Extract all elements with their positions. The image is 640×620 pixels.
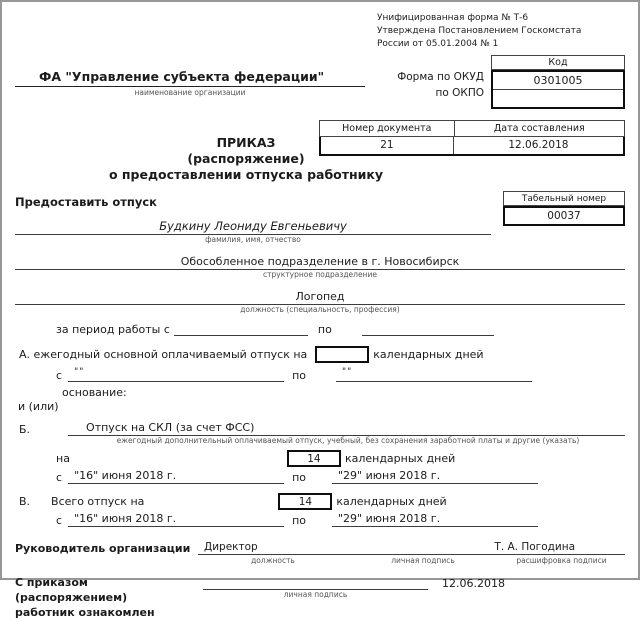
employee-name-caption: фамилия, имя, отчество <box>205 235 301 244</box>
form-note-line2: Утверждена Постановлением Госкомстата <box>377 26 582 36</box>
department-caption: структурное подразделение <box>263 270 377 279</box>
work-period-from-blank <box>174 322 308 336</box>
section-a-to-quote: "" <box>341 367 353 377</box>
okud-value: 0301005 <box>493 72 623 90</box>
okud-label: Форма по ОКУД <box>397 71 484 83</box>
section-v-dates-row <box>15 512 625 527</box>
section-b-days-box: 14 <box>287 450 341 467</box>
section-v-po-label: по <box>292 514 306 527</box>
section-a-basis-row <box>15 386 625 399</box>
doc-number-header: Номер документа <box>319 120 454 137</box>
section-a-po-label: по <box>292 369 306 382</box>
department-field <box>15 255 625 279</box>
department-value: Обособленное подразделение в г. Новосибирск <box>15 255 625 270</box>
section-a-basis-label: основание: <box>62 386 127 399</box>
code-labels <box>379 55 491 109</box>
section-v-to-value: "29" июня 2018 г. <box>332 512 538 527</box>
section-b-to-value: "29" июня 2018 г. <box>332 469 538 484</box>
section-a-from-quote: "" <box>74 367 85 377</box>
section-a-andor-label: и (или) <box>18 400 59 413</box>
section-b-letter: Б. <box>19 423 31 436</box>
code-box <box>491 70 625 109</box>
form-note-line1: Унифицированная форма № Т-6 <box>377 13 529 23</box>
ack-signature-block <box>203 575 428 620</box>
head-position-value: Директор <box>204 541 258 553</box>
grant-row <box>15 191 625 244</box>
title-line2: (распоряжение) <box>187 151 305 166</box>
organization-block <box>15 69 365 109</box>
position-value: Логопед <box>15 290 625 305</box>
section-b-leave-type: Отпуск на СКЛ (за счет ФСС) <box>68 421 625 436</box>
section-v-from-label: с <box>56 514 63 527</box>
ack-labels <box>15 575 203 620</box>
employee-name-field: Будкину Леониду Евгеньевичу <box>15 219 491 235</box>
document-table-header <box>319 120 625 137</box>
section-a-dates-row <box>15 367 625 382</box>
section-b-dates-row <box>15 469 625 484</box>
section-a-to-blank <box>336 367 532 382</box>
section-v-row1 <box>15 493 625 510</box>
ack-date-value: 12.06.2018 <box>442 577 505 590</box>
work-period-to-blank <box>362 322 494 336</box>
section-v-from-value: "16" июня 2018 г. <box>68 512 284 527</box>
okpo-value <box>493 90 623 107</box>
organization-caption: наименование организации <box>134 88 246 97</box>
doc-date-header: Дата составления <box>454 120 625 137</box>
section-a-from-label: с <box>56 369 63 382</box>
form-content <box>2 2 638 620</box>
doc-date-value: 12.06.2018 <box>508 139 569 151</box>
acknowledgement-row <box>15 575 625 620</box>
title-line3: о предоставлении отпуска работнику <box>108 167 384 182</box>
section-a-row1 <box>15 346 625 363</box>
doc-number-value: 21 <box>321 137 454 154</box>
title-line1: ПРИКАЗ <box>216 135 276 150</box>
okpo-label: по ОКПО <box>435 87 484 99</box>
position-caption: должность (специальность, профессия) <box>240 305 400 314</box>
document-table <box>319 120 625 156</box>
section-b-po-label: по <box>292 471 306 484</box>
section-a-from-blank <box>68 367 284 382</box>
section-a-andor-row <box>15 400 625 413</box>
org-codes-row <box>15 55 625 109</box>
section-b-caption: ежегодный дополнительный оплачиваемый отпуск, учебный, без сохранения заработной платы и другие (указать) <box>116 436 580 445</box>
ack-signature-line <box>203 577 428 590</box>
section-b-na-label: на <box>56 452 70 465</box>
section-v-total-label: Всего отпуск на <box>51 495 145 508</box>
work-period-row <box>15 322 625 336</box>
code-block <box>491 55 625 109</box>
head-sign-caption: личная подпись <box>391 556 455 565</box>
section-v-days-suffix: календарных дней <box>336 495 447 508</box>
head-label: Руководитель организации <box>15 542 191 555</box>
section-b-from-label: с <box>56 471 63 484</box>
section-a-label: А. ежегодный основной оплачиваемый отпуск на <box>19 348 308 361</box>
head-name-value: Т. А. Погодина <box>494 541 575 553</box>
position-field <box>15 290 625 314</box>
code-header: Код <box>491 55 625 70</box>
section-a-days-suffix: календарных дней <box>373 348 484 361</box>
grant-label: Предоставить отпуск <box>15 195 157 209</box>
personnel-number-label: Табельный номер <box>503 191 625 206</box>
head-signature-captions <box>15 556 625 565</box>
ack-label-line2: работник ознакомлен <box>15 606 155 619</box>
head-signature-row <box>15 541 625 555</box>
section-b-row1 <box>15 421 625 436</box>
work-period-label: за период работы с <box>56 323 170 336</box>
section-b-days-row <box>15 450 625 467</box>
personnel-number-block <box>503 191 625 244</box>
head-signature-line <box>198 541 625 555</box>
head-name-caption: расшифровка подписи <box>516 556 607 565</box>
section-b-from-value: "16" июня 2018 г. <box>68 469 284 484</box>
grant-left <box>15 191 491 244</box>
ack-label-line1: С приказом (распоряжением) <box>15 576 128 604</box>
head-position-caption: должность <box>251 556 295 565</box>
section-v-letter: В. <box>19 495 31 508</box>
ack-signature-caption: личная подпись <box>283 590 348 599</box>
form-note-line3: России от 05.01.2004 № 1 <box>377 39 499 49</box>
organization-name: ФА "Управление субъекта федерации" <box>15 69 365 87</box>
work-period-po-label: по <box>317 323 332 336</box>
personnel-number-value: 00037 <box>503 206 625 226</box>
section-v-days-box: 14 <box>278 493 332 510</box>
section-b-days-suffix: календарных дней <box>344 452 456 465</box>
document-table-values <box>319 137 625 156</box>
form-note <box>377 12 625 51</box>
section-a-days-box <box>315 346 369 363</box>
